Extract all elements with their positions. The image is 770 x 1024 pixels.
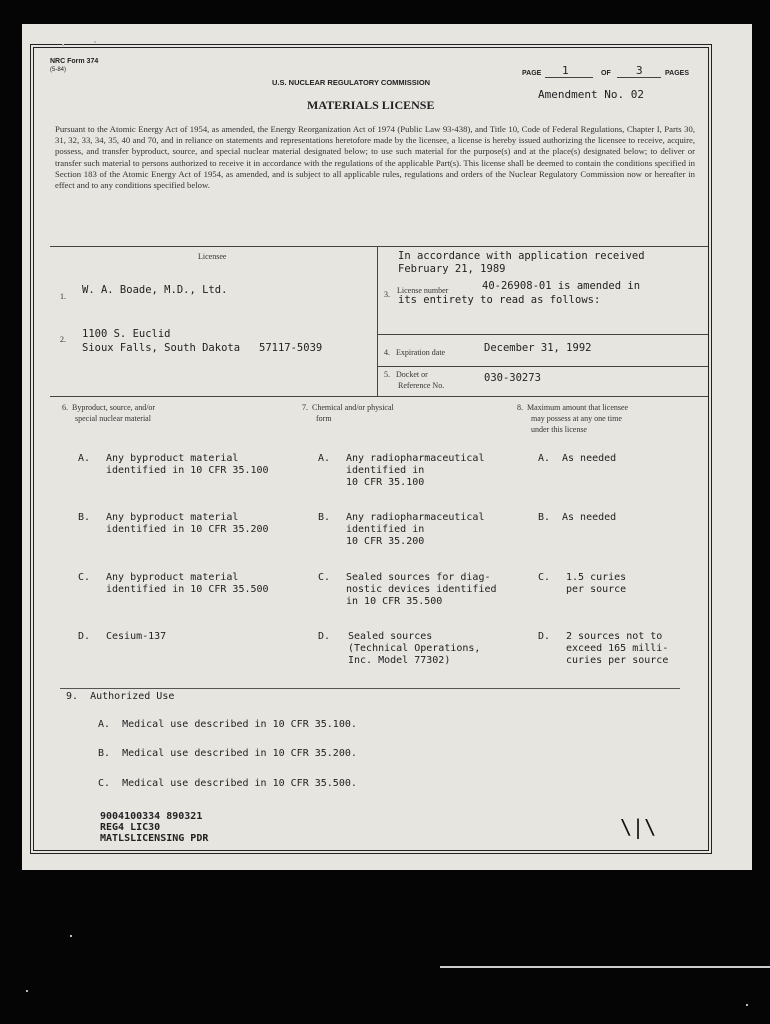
row-letter: D. (538, 631, 551, 642)
expiration-date: December 31, 1992 (484, 342, 592, 354)
form-id: NRC Form 374 (50, 58, 99, 65)
authorized-use-item: A. Medical use described in 10 CFR 35.100. (98, 719, 357, 730)
authorized-use-item: B. Medical use described in 10 CFR 35.200. (98, 748, 357, 759)
form-line: in 10 CFR 35.500 (346, 596, 443, 607)
material-line: Any byproduct material (106, 572, 239, 583)
row-letter: A. (538, 453, 551, 464)
application-line: In accordance with application received (398, 250, 645, 262)
amendment-number: Amendment No. 02 (538, 88, 644, 101)
col-6-heading: 6. Byproduct, source, and/or (62, 403, 156, 412)
row-letter: C. (538, 572, 551, 583)
item-4-number: 4. (384, 348, 390, 357)
amount-line: As needed (562, 512, 617, 523)
row-letter: B. (78, 512, 91, 523)
form-revision: (5-84) (50, 67, 67, 73)
item-5-number: 5. (384, 370, 390, 379)
item-2-number: 2. (60, 335, 66, 344)
material-line: Any byproduct material (106, 453, 239, 464)
page-number: 1 (562, 64, 569, 77)
page-label: PAGE (522, 70, 542, 77)
form-line: Any radiopharmaceutical (346, 453, 485, 464)
amount-line: 1.5 curies (566, 572, 627, 583)
licensee-address-city: Sioux Falls, South Dakota 57117-5039 (82, 342, 323, 354)
material-line: identified in 10 CFR 35.100 (106, 465, 269, 476)
microfilm-region: REG4 LIC30 (100, 822, 161, 833)
amount-line: per source (566, 584, 627, 595)
form-line: Sealed sources for diag- (346, 572, 491, 583)
scan-speck (70, 935, 72, 937)
microfilm-pdr: MATLSLICENSING PDR (100, 833, 209, 844)
amount-line: curies per source (566, 655, 669, 666)
pages-label: PAGES (665, 70, 689, 77)
licensee-address-street: 1100 S. Euclid (82, 328, 171, 340)
form-line: (Technical Operations, (348, 643, 481, 654)
amount-line: 2 sources not to (566, 631, 663, 642)
of-label: OF (601, 70, 611, 77)
authorized-use-item: C. Medical use described in 10 CFR 35.500. (98, 778, 357, 789)
col-6-subheading: special nuclear material (75, 414, 151, 423)
row-letter: D. (318, 631, 331, 642)
handwritten-mark: \|\ (620, 815, 657, 839)
document-title: MATERIALS LICENSE (307, 98, 435, 112)
form-line: identified in (346, 465, 425, 476)
amount-line: As needed (562, 453, 617, 464)
docket-label: Docket or (396, 370, 428, 379)
material-line: identified in 10 CFR 35.500 (106, 584, 269, 595)
application-date: February 21, 1989 (398, 263, 506, 275)
amended-entirety: its entirety to read as follows: (398, 294, 601, 306)
row-letter: A. (78, 453, 91, 464)
row-letter: B. (538, 512, 551, 523)
row-letter: C. (78, 572, 91, 583)
material-line: Cesium-137 (106, 631, 167, 642)
form-line: 10 CFR 35.200 (346, 536, 425, 547)
row-letter: C. (318, 572, 331, 583)
material-line: identified in 10 CFR 35.200 (106, 524, 269, 535)
license-number: 40-26908-01 is amended in (482, 280, 641, 292)
col-8-heading: 8. Maximum amount that licensee (517, 403, 629, 412)
licensee-name: W. A. Boade, M.D., Ltd. (82, 284, 228, 296)
row-letter: B. (318, 512, 331, 523)
total-pages: 3 (636, 64, 643, 77)
form-line: Any radiopharmaceutical (346, 512, 485, 523)
expiration-label: Expiration date (396, 348, 446, 357)
col-7-subheading: form (316, 414, 332, 423)
col-8-note: under this license (531, 425, 587, 434)
authorized-use-heading: 9. Authorized Use (66, 691, 175, 702)
docket-number: 030-30273 (484, 372, 541, 384)
license-number-label: License number (397, 286, 449, 295)
material-line: Any byproduct material (106, 512, 239, 523)
row-letter: A. (318, 453, 331, 464)
scan-speck (26, 990, 28, 992)
intro-paragraph: Pursuant to the Atomic Energy Act of 1954, as amended, the Energy Reorganization Act of 1974 (Public Law 93-438), and Title 10, Code of Federal Regulations, Chapter I, Parts 30, 31, 32, 33, 34, 35, 40 and 70, and in reliance on statements and representations heretofore made by the licensee, a license is hereby issued authorizing the licensee to receive, acquire, possess, and transfer byproduct, source, and special nuclear material designated below; to use such material for the purpose(s) and at the place(s) designated below; to deliver or transfer such material to persons authorized to receive it in accordance with the regulations of the applicable Part(s). This license shall be deemed to contain the conditions specified in Section 183 of the Atomic Energy Act of 1954, as amended, and is subject to all applicable rules, regulations and orders of the Nuclear Regulatory Commission now or hereafter in effect and to any conditions specified below. (55, 124, 695, 191)
scan-speck (746, 1004, 748, 1006)
amount-line: exceed 165 milli- (566, 643, 669, 654)
microfilm-number: 9004100334 890321 (100, 811, 203, 822)
form-line: Sealed sources (348, 631, 433, 642)
form-line: identified in (346, 524, 425, 535)
item-1-number: 1. (60, 292, 66, 301)
col-8-subheading: may possess at any one time (531, 414, 622, 423)
col-7-heading: 7. Chemical and/or physical (302, 403, 394, 412)
scan-artifact (440, 966, 770, 968)
agency-name: U.S. NUCLEAR REGULATORY COMMISSION (272, 78, 431, 87)
form-line: nostic devices identified (346, 584, 497, 595)
form-line: Inc. Model 77302) (348, 655, 451, 666)
form-line: 10 CFR 35.100 (346, 477, 425, 488)
reference-label: Reference No. (398, 381, 445, 390)
row-letter: D. (78, 631, 91, 642)
licensee-heading: Licensee (198, 252, 227, 261)
item-3-number: 3. (384, 290, 390, 299)
scan-speck (94, 41, 96, 43)
scan-speck (62, 44, 64, 46)
